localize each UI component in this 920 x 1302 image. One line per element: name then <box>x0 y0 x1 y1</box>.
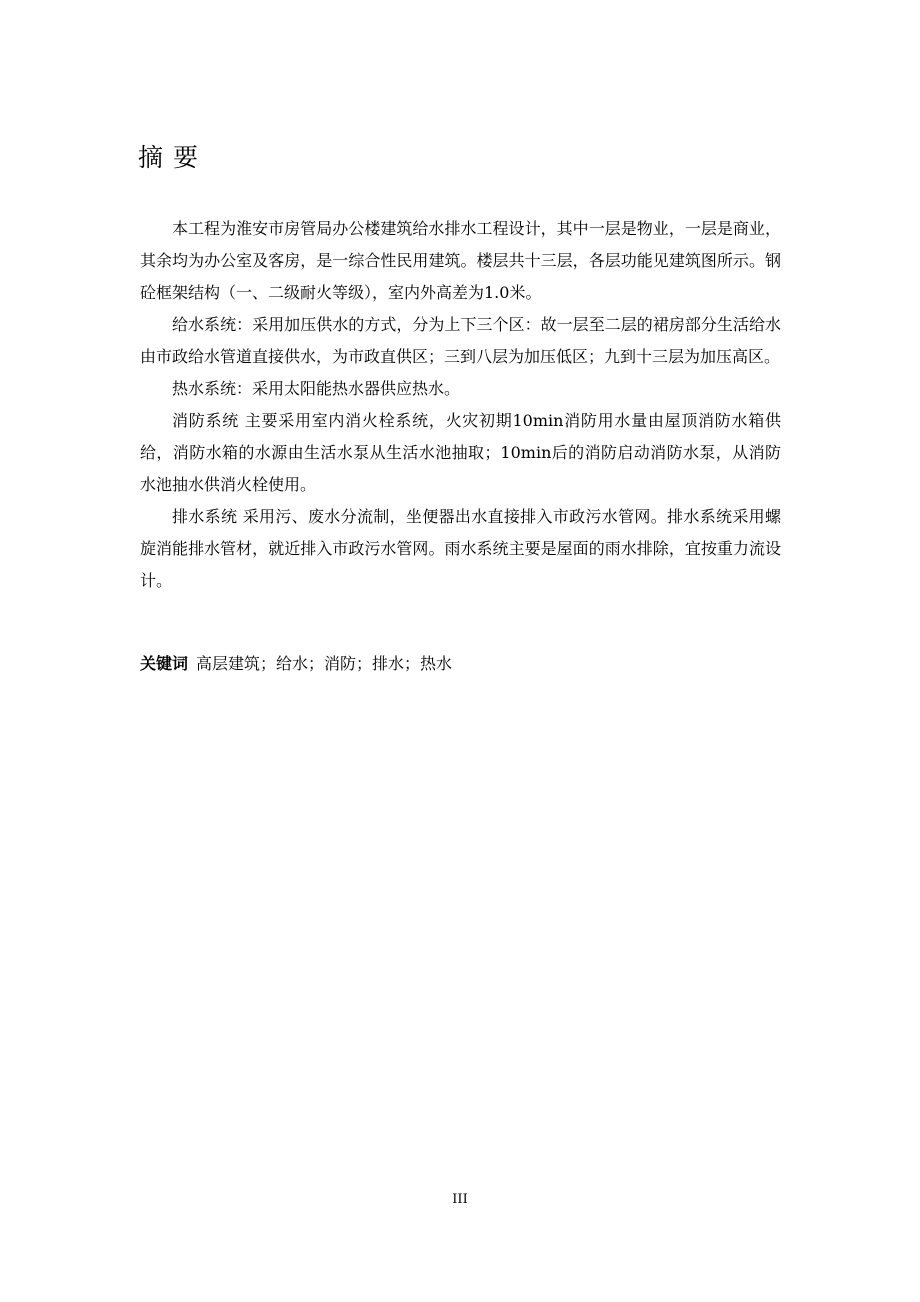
page-number: III <box>452 1192 468 1207</box>
abstract-paragraph-fire-protection: 消防系统 主要采用室内消火栓系统，火灾初期10min消防用水量由屋顶消防水箱供给，消防水箱的水源由生活水泵从生活水池抽取；10min后的消防启动消防水泵，从消防水池抽水供消火栓使用。 <box>140 411 781 494</box>
keywords-label: 关键词 <box>140 654 189 673</box>
abstract-paragraph-drainage: 排水系统 采用污、废水分流制，坐便器出水直接排入市政污水管网。排水系统采用螺旋消能排水管材，就近排入市政污水管网。雨水系统主要是屋面的雨水排除，宜按重力流设计。 <box>140 507 781 590</box>
keywords-line <box>140 648 781 680</box>
keywords-text: 高层建筑；给水；消防；排水；热水 <box>196 654 453 673</box>
abstract-body <box>140 213 781 597</box>
abstract-paragraph-water-supply: 给水系统：采用加压供水的方式，分为上下三个区：故一层至二层的裙房部分生活给水由市政给水管道直接供水，为市政直供区；三到八层为加压低区；九到十三层为加压高区。 <box>140 315 781 366</box>
page-title: 摘要 <box>138 143 209 172</box>
abstract-paragraph-overview: 本工程为淮安市房管局办公楼建筑给水排水工程设计，其中一层是物业，一层是商业，其余均为办公室及客房，是一综合性民用建筑。楼层共十三层，各层功能见建筑图所示。钢砼框架结构（一、二级耐火等级），室内外高差为1.0米。 <box>140 219 781 302</box>
abstract-paragraph-hot-water: 热水系统：采用太阳能热水器供应热水。 <box>172 379 461 398</box>
